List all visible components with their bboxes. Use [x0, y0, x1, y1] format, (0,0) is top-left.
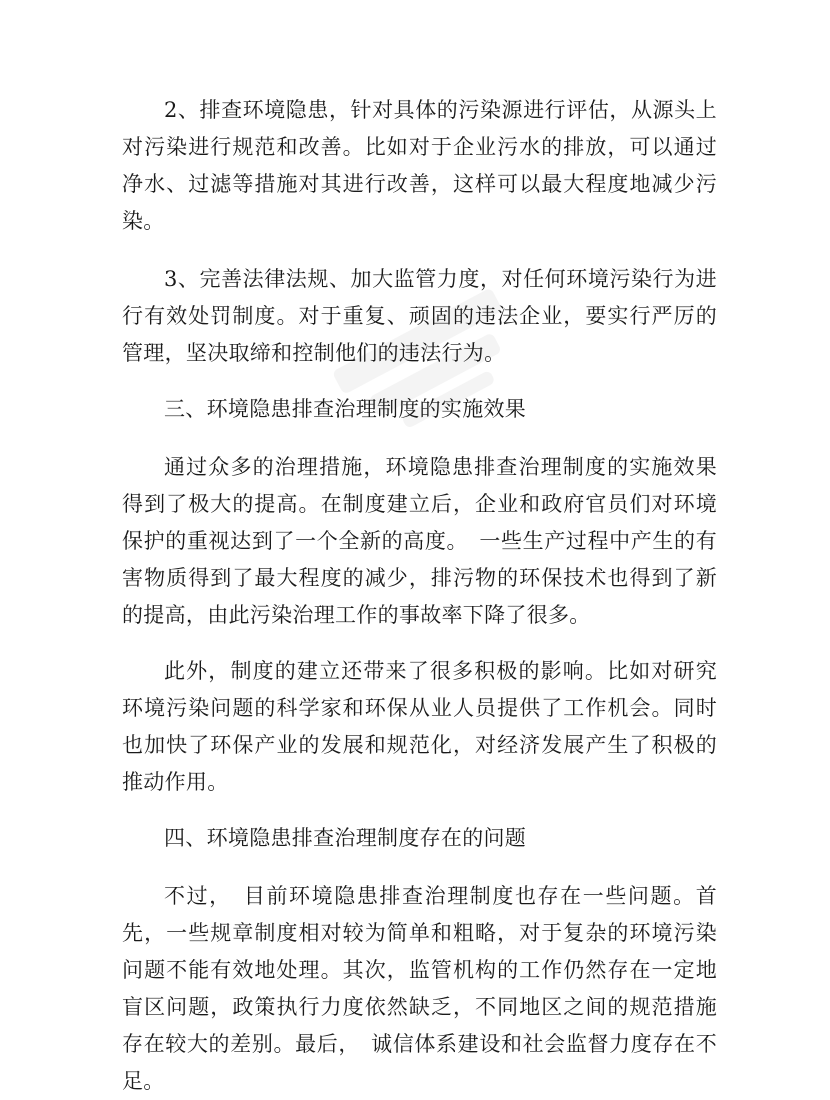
- document-body: [122, 92, 717, 1100]
- section-heading-4: 四、环境隐患排查治理制度存在的问题: [164, 826, 527, 850]
- paragraph-problems: 不过， 目前环境隐患排查治理制度也存在一些问题。首先，一些规章制度相对较为简单和粗略，对于复杂的环境污染问题不能有效地处理。其次，监管机构的工作仍然存在一定地盲区问题，政策执行力度依然缺乏，不同地区之间的规范措施存在较大的差别。最后， 诚信体系建设和社会监督力度存在不足。: [122, 884, 717, 1093]
- paragraph-item-2: 2、排查环境隐患，针对具体的污染源进行评估，从源头上对污染进行规范和改善。比如对于企业污水的排放，可以通过净水、过滤等措施对其进行改善，这样可以最大程度地减少污染。: [122, 98, 717, 233]
- paragraph-item-3: 3、完善法律法规、加大监管力度，对任何环境污染行为进行有效处罚制度。对于重复、顽固的违法企业，要实行严厉的管理，坚决取缔和控制他们的违法行为。: [122, 267, 717, 365]
- section-heading-3: 三、环境隐患排查治理制度的实施效果: [164, 397, 527, 421]
- paragraph-additional-effects: 此外，制度的建立还带来了很多积极的影响。比如对研究环境污染问题的科学家和环保从业人员提供了工作机会。同时也加快了环保产业的发展和规范化，对经济发展产生了积极的推动作用。: [122, 659, 717, 794]
- paragraph-effects: 通过众多的治理措施，环境隐患排查治理制度的实施效果得到了极大的提高。在制度建立后，企业和政府官员们对环境保护的重视达到了一个全新的高度。 一些生产过程中产生的有害物质得到了最大程度的减少，排污物的环保技术也得到了新的提高，由此污染治理工作的事故率下降了很多。: [122, 455, 717, 627]
